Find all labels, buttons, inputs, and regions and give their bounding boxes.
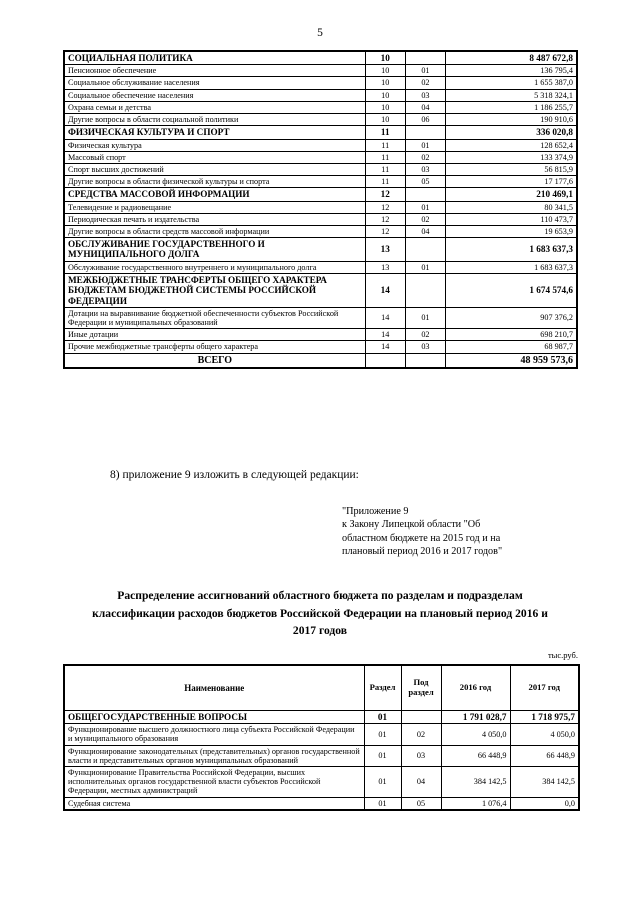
cell-podrazdel: 04 <box>401 767 441 798</box>
cell-value-2016: 66 448,9 <box>441 745 510 766</box>
cell-name: Дотации на выравнивание бюджетной обеспеченности субъектов Российской Федерации и муниципальных образований <box>64 307 365 328</box>
cell-name: Физическая культура <box>64 139 365 151</box>
appendix-reference <box>342 505 592 559</box>
budget-table-bottom-body <box>64 665 579 810</box>
table-row <box>64 139 577 151</box>
cell-value: 1 683 637,3 <box>445 261 577 273</box>
table-row <box>64 176 577 188</box>
cell-value: 133 374,9 <box>445 151 577 163</box>
budget-table-top-body <box>64 51 577 368</box>
cell-razdel: 11 <box>365 163 405 175</box>
cell-name: Социальное обеспечение населения <box>64 89 365 101</box>
cell-razdel: 01 <box>364 724 401 745</box>
cell-name: ВСЕГО <box>64 353 365 368</box>
cell-razdel: 10 <box>365 51 405 65</box>
cell-razdel: 10 <box>365 77 405 89</box>
cell-razdel: 12 <box>365 225 405 237</box>
cell-razdel <box>365 353 405 368</box>
clause-text: 8) приложение 9 изложить в следующей редакции: <box>110 469 359 481</box>
cell-value-2016: 4 050,0 <box>441 724 510 745</box>
budget-table-bottom <box>63 664 580 811</box>
cell-podrazdel: 02 <box>401 724 441 745</box>
table-row <box>64 101 577 113</box>
cell-razdel: 11 <box>365 151 405 163</box>
cell-value: 80 341,5 <box>445 201 577 213</box>
cell-value: 19 653,9 <box>445 225 577 237</box>
cell-razdel: 10 <box>365 89 405 101</box>
column-header-2017: 2017 год <box>510 665 579 711</box>
cell-razdel: 14 <box>365 329 405 341</box>
cell-razdel: 11 <box>365 139 405 151</box>
cell-name: Прочие межбюджетные трансферты общего характера <box>64 341 365 353</box>
cell-podrazdel <box>405 353 445 368</box>
cell-razdel: 14 <box>365 341 405 353</box>
cell-podrazdel: 04 <box>405 101 445 113</box>
cell-podrazdel: 02 <box>405 329 445 341</box>
appendix-ref-line-3: областном бюджете на 2015 год и на <box>342 532 501 544</box>
cell-razdel: 10 <box>365 101 405 113</box>
cell-value: 48 959 573,6 <box>445 353 577 368</box>
cell-value: 17 177,6 <box>445 176 577 188</box>
cell-name: Функционирование высшего должностного лица субъекта Российской Федерации и муниципального образования <box>64 724 364 745</box>
column-header-podrazdel-line-1: Под <box>413 677 429 688</box>
table-row <box>64 65 577 77</box>
table-row <box>64 273 577 307</box>
cell-value: 1 674 574,6 <box>445 273 577 307</box>
cell-razdel: 01 <box>364 711 401 724</box>
cell-name: Другие вопросы в области средств массовой информации <box>64 225 365 237</box>
cell-podrazdel: 02 <box>405 213 445 225</box>
cell-razdel: 01 <box>364 767 401 798</box>
cell-name: Спорт высших достижений <box>64 163 365 175</box>
cell-value: 8 487 672,8 <box>445 51 577 65</box>
document-title: Распределение ассигнований областного бюджета по разделам и подразделам классификации расходов бюджетов Российской Федерации на плановый период 2016 и 2017 годов <box>92 589 548 638</box>
table-row <box>64 89 577 101</box>
cell-name: Функционирование законодательных (представительных) органов государственной власти и представительных органов муниципальных образований <box>64 745 364 766</box>
cell-podrazdel: 06 <box>405 114 445 126</box>
table-row <box>64 213 577 225</box>
cell-value: 110 473,7 <box>445 213 577 225</box>
cell-name: Периодическая печать и издательства <box>64 213 365 225</box>
cell-razdel: 12 <box>365 213 405 225</box>
cell-value-2017: 384 142,5 <box>510 767 579 798</box>
cell-name: Пенсионное обеспечение <box>64 65 365 77</box>
table-row <box>64 329 577 341</box>
table-row <box>64 201 577 213</box>
units-label: тыс.руб. <box>547 650 578 660</box>
cell-value-2016: 1 791 028,7 <box>441 711 510 724</box>
cell-name: Телевидение и радиовещание <box>64 201 365 213</box>
cell-podrazdel: 03 <box>405 341 445 353</box>
table-row <box>64 126 577 139</box>
table-row <box>64 353 577 368</box>
cell-value: 336 020,8 <box>445 126 577 139</box>
cell-razdel: 13 <box>365 261 405 273</box>
cell-razdel: 10 <box>365 65 405 77</box>
cell-name: Социальное обслуживание населения <box>64 77 365 89</box>
cell-podrazdel: 01 <box>405 139 445 151</box>
cell-razdel: 01 <box>364 797 401 810</box>
cell-podrazdel: 05 <box>401 797 441 810</box>
cell-name: Другие вопросы в области физической культуры и спорта <box>64 176 365 188</box>
cell-name: Другие вопросы в области социальной политики <box>64 114 365 126</box>
cell-value: 136 795,4 <box>445 65 577 77</box>
cell-name: Охрана семьи и детства <box>64 101 365 113</box>
cell-name: ФИЗИЧЕСКАЯ КУЛЬТУРА И СПОРТ <box>64 126 365 139</box>
cell-value: 5 318 324,1 <box>445 89 577 101</box>
table-row <box>64 724 579 745</box>
cell-name: Массовый спорт <box>64 151 365 163</box>
cell-podrazdel: 01 <box>405 307 445 328</box>
appendix-ref-line-4: плановый период 2016 и 2017 годов" <box>342 546 503 558</box>
table-row <box>64 238 577 262</box>
column-header-name: Наименование <box>64 665 364 711</box>
cell-value-2017: 4 050,0 <box>510 724 579 745</box>
table-row <box>64 188 577 201</box>
budget-table-top <box>63 50 578 369</box>
cell-value: 68 987,7 <box>445 341 577 353</box>
cell-podrazdel: 03 <box>405 163 445 175</box>
cell-name: ОБЩЕГОСУДАРСТВЕННЫЕ ВОПРОСЫ <box>64 711 364 724</box>
table-row <box>64 261 577 273</box>
cell-podrazdel <box>405 238 445 262</box>
cell-value: 56 815,9 <box>445 163 577 175</box>
cell-razdel: 14 <box>365 307 405 328</box>
table-row <box>64 341 577 353</box>
table-row <box>64 77 577 89</box>
cell-name: СРЕДСТВА МАССОВОЙ ИНФОРМАЦИИ <box>64 188 365 201</box>
cell-value-2017: 1 718 975,7 <box>510 711 579 724</box>
cell-podrazdel <box>405 126 445 139</box>
column-header-2016: 2016 год <box>441 665 510 711</box>
cell-podrazdel: 01 <box>405 201 445 213</box>
cell-podrazdel <box>405 273 445 307</box>
cell-name: Обслуживание государственного внутреннего и муниципального долга <box>64 261 365 273</box>
cell-value: 210 469,1 <box>445 188 577 201</box>
cell-podrazdel: 04 <box>405 225 445 237</box>
cell-razdel: 12 <box>365 188 405 201</box>
cell-value-2016: 384 142,5 <box>441 767 510 798</box>
table-row <box>64 51 577 65</box>
cell-podrazdel <box>405 188 445 201</box>
table-row <box>64 114 577 126</box>
cell-value: 128 652,4 <box>445 139 577 151</box>
column-header-razdel: Раздел <box>364 665 401 711</box>
cell-name: Функционирование Правительства Российской Федерации, высших исполнительных органов государственной власти субъектов Российской Федерации, местных администраций <box>64 767 364 798</box>
table-row <box>64 225 577 237</box>
cell-value-2017: 66 448,9 <box>510 745 579 766</box>
cell-razdel: 13 <box>365 238 405 262</box>
cell-value: 698 210,7 <box>445 329 577 341</box>
cell-razdel: 14 <box>365 273 405 307</box>
cell-podrazdel: 01 <box>405 65 445 77</box>
cell-razdel: 10 <box>365 114 405 126</box>
cell-name: ОБСЛУЖИВАНИЕ ГОСУДАРСТВЕННОГО И МУНИЦИПАЛЬНОГО ДОЛГА <box>64 238 365 262</box>
cell-podrazdel: 05 <box>405 176 445 188</box>
cell-razdel: 11 <box>365 176 405 188</box>
table-row <box>64 711 579 724</box>
cell-name: СОЦИАЛЬНАЯ ПОЛИТИКА <box>64 51 365 65</box>
cell-name: Иные дотации <box>64 329 365 341</box>
cell-podrazdel: 03 <box>405 89 445 101</box>
cell-name: Судебная система <box>64 797 364 810</box>
cell-podrazdel: 03 <box>401 745 441 766</box>
cell-value-2016: 1 076,4 <box>441 797 510 810</box>
table-row <box>64 307 577 328</box>
table-row <box>64 797 579 810</box>
cell-value: 1 186 255,7 <box>445 101 577 113</box>
cell-value: 1 655 387,0 <box>445 77 577 89</box>
cell-razdel: 01 <box>364 745 401 766</box>
cell-podrazdel: 01 <box>405 261 445 273</box>
cell-value: 190 910,6 <box>445 114 577 126</box>
cell-value: 907 376,2 <box>445 307 577 328</box>
cell-podrazdel <box>401 711 441 724</box>
cell-podrazdel: 02 <box>405 151 445 163</box>
cell-razdel: 11 <box>365 126 405 139</box>
cell-value-2017: 0,0 <box>510 797 579 810</box>
page-number: 5 <box>317 27 323 39</box>
cell-value: 1 683 637,3 <box>445 238 577 262</box>
table-row <box>64 767 579 798</box>
appendix-ref-line-2: к Закону Липецкой области "Об <box>342 519 481 531</box>
cell-razdel: 12 <box>365 201 405 213</box>
table-row <box>64 163 577 175</box>
appendix-ref-line-1: "Приложение 9 <box>342 506 409 517</box>
column-header-podrazdel-line-2: раздел <box>408 687 434 697</box>
cell-name: МЕЖБЮДЖЕТНЫЕ ТРАНСФЕРТЫ ОБЩЕГО ХАРАКТЕРА БЮДЖЕТАМ БЮДЖЕТНОЙ СИСТЕМЫ РОССИЙСКОЙ ФЕДЕРАЦИИ <box>64 273 365 307</box>
table-row <box>64 745 579 766</box>
cell-podrazdel: 02 <box>405 77 445 89</box>
column-header-podrazdel <box>401 665 441 711</box>
table-header-row <box>64 665 579 711</box>
cell-podrazdel <box>405 51 445 65</box>
table-row <box>64 151 577 163</box>
